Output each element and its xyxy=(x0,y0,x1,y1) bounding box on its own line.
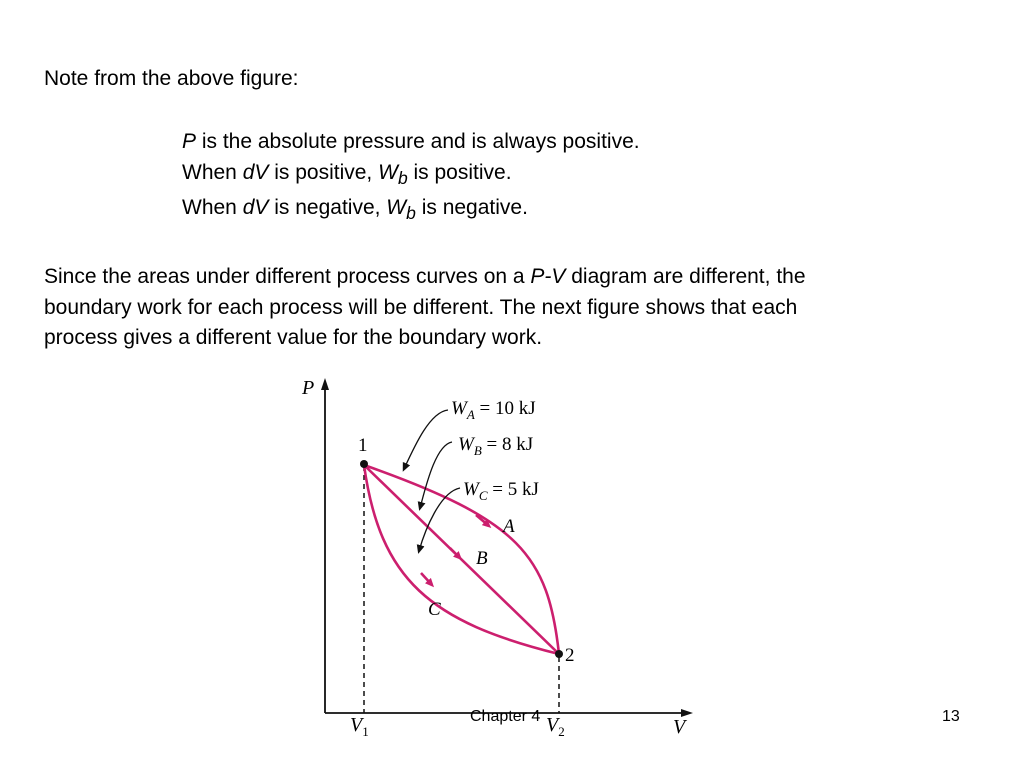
paragraph-text: Since the areas under different process curves on a xyxy=(44,265,531,288)
footer-page-number: 13 xyxy=(942,708,960,725)
note-text: is the absolute pressure and is always positive. xyxy=(196,130,640,153)
explanation-paragraph xyxy=(44,262,994,354)
point-1-label: 1 xyxy=(358,435,368,456)
v1-label: $V_1$ xyxy=(350,714,369,739)
note-line-dv-positive xyxy=(182,158,640,194)
note-list xyxy=(182,127,640,229)
symbol-p: P xyxy=(182,130,197,153)
pv-diagram-svg xyxy=(280,370,720,760)
curve-c-arrow xyxy=(421,573,432,585)
symbol-dv: dV xyxy=(242,196,269,220)
symbol-pv: P-V xyxy=(530,265,566,288)
note-text: When xyxy=(182,160,243,184)
pv-diagram xyxy=(280,370,720,760)
curve-a-label: A xyxy=(503,516,515,537)
curve-b-label: B xyxy=(476,548,488,569)
note-text: is negative, xyxy=(268,196,387,220)
symbol-sub-b: b xyxy=(397,167,408,188)
leader-wa xyxy=(404,410,448,469)
work-label-b: $W_B = 8$ kJ xyxy=(458,434,534,458)
symbol-w: W xyxy=(378,160,398,184)
point-2-label: 2 xyxy=(565,645,575,666)
symbol-w: W xyxy=(386,196,407,220)
curve-b-arrow xyxy=(450,548,460,558)
note-text: is positive, xyxy=(268,160,379,184)
paragraph-line-2: boundary work for each process will be different. The next figure shows that each xyxy=(44,295,798,319)
curve-c-label: C xyxy=(428,599,441,620)
v2-label: $V_2$ xyxy=(546,714,565,739)
note-text: is positive. xyxy=(407,160,512,184)
note-text: is negative. xyxy=(415,196,528,220)
paragraph-text: diagram are different, the xyxy=(565,265,806,288)
note-text: When xyxy=(182,196,243,220)
leader-wc xyxy=(419,488,460,551)
state-point-2 xyxy=(555,650,563,658)
note-line-pressure xyxy=(182,127,640,158)
work-label-c: $W_C = 5$ kJ xyxy=(463,479,539,503)
work-label-a: $W_A = 10$ kJ xyxy=(451,398,536,422)
state-point-1 xyxy=(360,460,368,468)
x-axis-label: V xyxy=(673,716,686,738)
note-heading: Note from the above figure: xyxy=(44,67,299,90)
note-line-dv-negative xyxy=(182,193,640,229)
paragraph-line-1 xyxy=(44,262,994,293)
footer-chapter: Chapter 4 xyxy=(470,708,541,725)
paragraph-line-3: process gives a different value for the boundary work. xyxy=(44,326,543,349)
y-axis-label: P xyxy=(302,377,315,399)
y-axis-arrow xyxy=(321,378,329,390)
symbol-sub-b: b xyxy=(406,203,416,224)
symbol-dv: dV xyxy=(242,160,269,184)
